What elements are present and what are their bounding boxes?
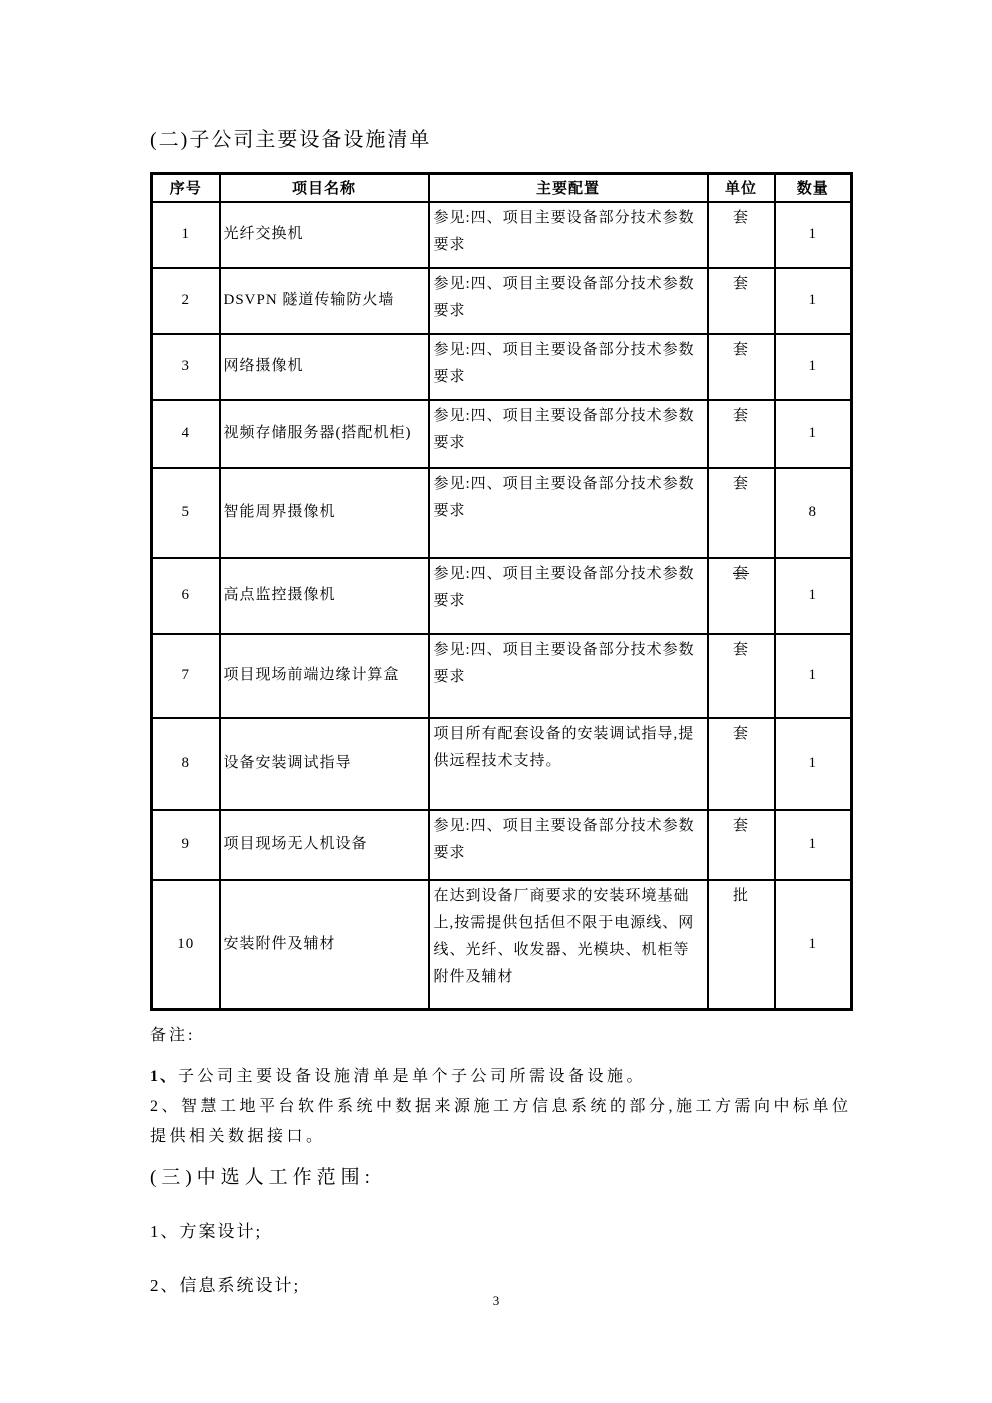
unit-cell: 套: [708, 202, 775, 268]
row-number-cell: 7: [152, 634, 220, 718]
header-unit: 单位: [708, 174, 775, 202]
page-number: 3: [492, 1293, 500, 1308]
row-number-cell: 3: [152, 334, 220, 400]
row-number-cell: 4: [152, 400, 220, 468]
config-cell: 参见:四、项目主要设备部分技术参数要求: [429, 400, 708, 468]
note-text: 子公司主要设备设施清单是单个子公司所需设备设施。: [178, 1068, 647, 1085]
note-text: 智慧工地平台软件系统中数据来源施工方信息系统的部分,施工方需向中标单位提供相关数据接口。: [150, 1098, 852, 1145]
table-row: [152, 558, 852, 634]
qty-cell: 1: [775, 634, 852, 718]
qty-cell: 1: [775, 880, 852, 1010]
qty-cell: 1: [775, 400, 852, 468]
scope-item-1: 1、方案设计;: [150, 1222, 263, 1241]
table-row: [152, 634, 852, 718]
table-row: [152, 268, 852, 334]
equipment-table: [150, 172, 853, 1011]
qty-cell: 1: [775, 718, 852, 810]
row-number-cell: 5: [152, 468, 220, 558]
item-name-cell: 项目现场无人机设备: [220, 810, 429, 880]
table-row: [152, 400, 852, 468]
unit-cell: 套: [708, 718, 775, 810]
qty-cell: 1: [775, 334, 852, 400]
row-number-cell: 2: [152, 268, 220, 334]
item-name-cell: 智能周界摄像机: [220, 468, 429, 558]
row-number-cell: 9: [152, 810, 220, 880]
section3-heading: (三)中选人工作范围:: [150, 1167, 375, 1188]
qty-cell: 1: [775, 558, 852, 634]
config-cell: 参见:四、项目主要设备部分技术参数要求: [429, 634, 708, 718]
item-name-cell: DSVPN 隧道传输防火墙: [220, 268, 429, 334]
unit-cell: 套: [708, 810, 775, 880]
unit-cell: 套: [708, 634, 775, 718]
note-item-1: [150, 1062, 852, 1092]
config-cell: 参见:四、项目主要设备部分技术参数要求: [429, 202, 708, 268]
unit-cell: 套: [708, 268, 775, 334]
row-number-cell: 8: [152, 718, 220, 810]
unit-cell: 套: [708, 468, 775, 558]
item-name-cell: 网络摄像机: [220, 334, 429, 400]
item-name-cell: 项目现场前端边缘计算盒: [220, 634, 429, 718]
qty-cell: 1: [775, 810, 852, 880]
config-cell: 参见:四、项目主要设备部分技术参数要求: [429, 268, 708, 334]
table-header-row: [152, 174, 852, 202]
scope-item-2: 2、信息系统设计;: [150, 1276, 301, 1295]
row-number-cell: 10: [152, 880, 220, 1010]
table-row: [152, 468, 852, 558]
table-row: [152, 810, 852, 880]
qty-cell: 1: [775, 202, 852, 268]
row-number-cell: 1: [152, 202, 220, 268]
unit-cell: 套: [708, 400, 775, 468]
qty-cell: 8: [775, 468, 852, 558]
header-name: 项目名称: [220, 174, 429, 202]
document-page: [150, 0, 852, 1300]
notes-section: [150, 1024, 852, 1152]
config-cell: 参见:四、项目主要设备部分技术参数要求: [429, 468, 708, 558]
notes-label: 备注:: [150, 1027, 196, 1044]
unit-cell: 套: [708, 334, 775, 400]
unit-cell-strikethrough: 套: [708, 558, 775, 634]
table-row: [152, 718, 852, 810]
item-name-cell: 视频存储服务器(搭配机柜): [220, 400, 429, 468]
unit-cell: 批: [708, 880, 775, 1010]
item-name-cell: 设备安装调试指导: [220, 718, 429, 810]
config-cell: 参见:四、项目主要设备部分技术参数要求: [429, 810, 708, 880]
table-row: [152, 202, 852, 268]
note-number: 2、: [150, 1098, 182, 1115]
table-row: [152, 880, 852, 1010]
config-cell: 参见:四、项目主要设备部分技术参数要求: [429, 334, 708, 400]
item-name-cell: 高点监控摄像机: [220, 558, 429, 634]
table-row: [152, 334, 852, 400]
note-number: 1、: [150, 1068, 179, 1085]
row-number-cell: 6: [152, 558, 220, 634]
header-config: 主要配置: [429, 174, 708, 202]
item-name-cell: 安装附件及辅材: [220, 880, 429, 1010]
note-item-2: [150, 1092, 852, 1152]
section-title: (二)子公司主要设备设施清单: [150, 129, 432, 151]
item-name-cell: 光纤交换机: [220, 202, 429, 268]
config-cell: 参见:四、项目主要设备部分技术参数要求: [429, 558, 708, 634]
config-cell: 项目所有配套设备的安装调试指导,提供远程技术支持。: [429, 718, 708, 810]
qty-cell: 1: [775, 268, 852, 334]
header-qty: 数量: [775, 174, 852, 202]
config-cell: 在达到设备厂商要求的安装环境基础上,按需提供包括但不限于电源线、网线、光纤、收发器、光模块、机柜等附件及辅材: [429, 880, 708, 1010]
header-no: 序号: [152, 174, 220, 202]
